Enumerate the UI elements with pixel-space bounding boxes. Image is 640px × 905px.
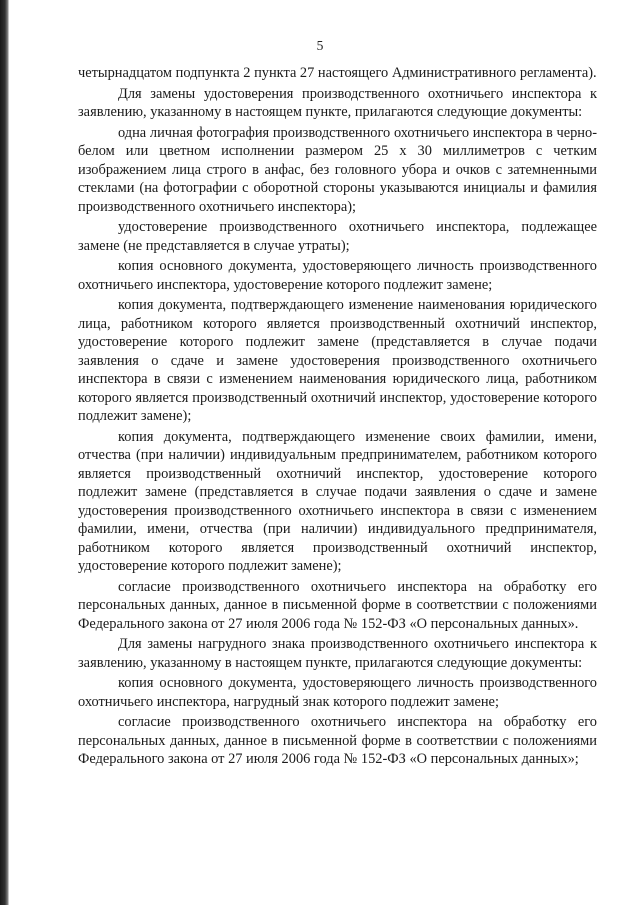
paragraph-entrepreneur-name-change: копия документа, подтверждающего изменение своих фамилии, имени, отчества (при наличии) индивидуальным предпринимателем, работником которого является производственный охотничий инспектор, удостоверение которого подлежит замене (представляется в случае подачи заявления о сдаче и замене удостоверения производственного охотничьего инспектора в связи с изменением фамилии, имени, отчества (при наличии) индивидуального предпринимателя, работником которого является производственный охотничий инспектор, удостоверение которого подлежит замене); xyxy=(78,428,597,574)
document-body xyxy=(78,64,597,769)
paragraph-identity-document-copy: копия основного документа, удостоверяющего личность производственного охотничьего инспектора, удостоверение которого подлежит замене; xyxy=(78,258,597,293)
paragraph-badge-replacement-intro: Для замены нагрудного знака производственного охотничьего инспектора к заявлению, указанному в настоящем пункте, прилагаются следующие документы: xyxy=(78,636,597,671)
paragraph-certificate-replacement-intro: Для замены удостоверения производственного охотничьего инспектора к заявлению, указанному в настоящем пункте, прилагаются следующие документы: xyxy=(78,85,597,120)
scan-edge-shadow xyxy=(0,0,9,905)
paragraph-badge-identity-copy: копия основного документа, удостоверяющего личность производственного охотничьего инспектора, нагрудный знак которого подлежит замене; xyxy=(78,675,597,710)
page-number: 5 xyxy=(316,38,324,53)
paragraph-photo-requirement: одна личная фотография производственного охотничьего инспектора в черно-белом или цветном исполнении размером 25 х 30 миллиметров с четким изображением лица строго в анфас, без головного убора и очков с затемненными стеклами (на фотографии с оборотной стороны указываются инициалы и фамилия производственного охотничьего инспектора); xyxy=(78,124,597,215)
paragraph-personal-data-consent: согласие производственного охотничьего инспектора на обработку его персональных данных, данное в письменной форме в соответствии с положениями Федерального закона от 27 июля 2006 года № 152-ФЗ «О персональных данных». xyxy=(78,578,597,632)
paragraph-badge-personal-data-consent: согласие производственного охотничьего инспектора на обработку его персональных данных, данное в письменной форме в соответствии с положениями Федерального закона от 27 июля 2006 года № 152-ФЗ «О персональных данных»; xyxy=(78,714,597,767)
paragraph-certificate-to-replace: удостоверение производственного охотничьего инспектора, подлежащее замене (не представляется в случае утраты); xyxy=(78,219,597,254)
paragraph-legal-entity-name-change: копия документа, подтверждающего изменение наименования юридического лица, работником которого является производственный охотничий инспектор, удостоверение которого подлежит замене (представляется в случае подачи заявления о сдаче и замене удостоверения производственного охотничьего инспектора в связи с изменением наименования юридического лица, работником которого является производственный охотничий инспектор, удостоверение которого подлежит замене); xyxy=(78,297,597,424)
paragraph-continuation: четырнадцатом подпункта 2 пункта 27 настоящего Административного регламента). xyxy=(78,65,597,81)
